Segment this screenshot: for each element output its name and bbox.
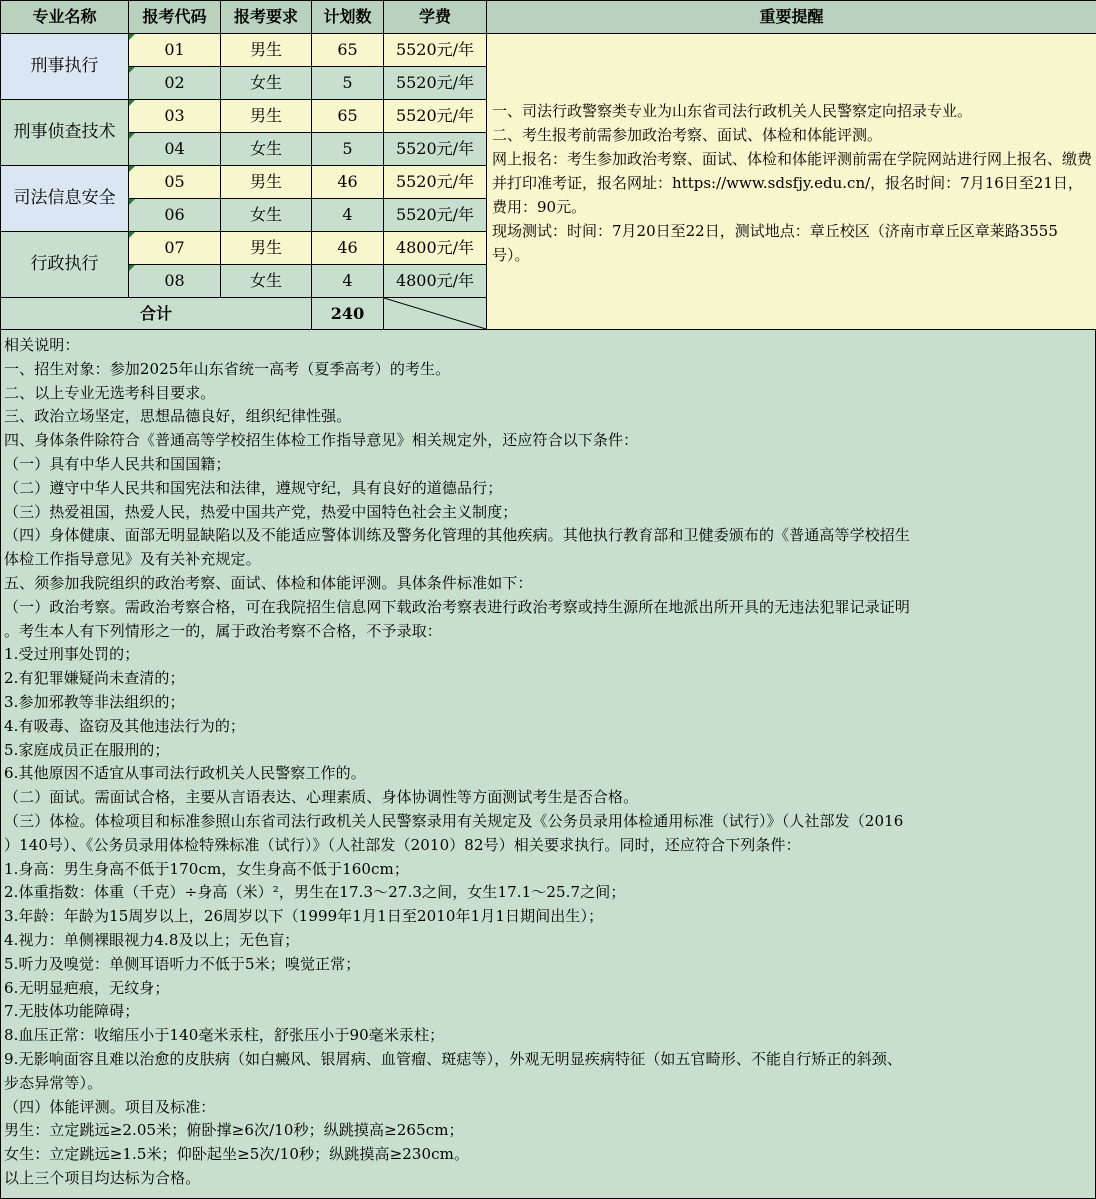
description-line: 1.受过刑事处罚的； xyxy=(4,645,140,664)
description-line: 3.参加邪教等非法组织的； xyxy=(4,692,185,711)
header-requirement[interactable]: 报考要求 xyxy=(221,1,312,34)
description-cell[interactable] xyxy=(0,330,1096,1199)
description-line: 二、以上专业无选考科目要求。 xyxy=(4,383,216,402)
tuition-cell[interactable]: 4800元/年 xyxy=(384,232,487,265)
major-name-cell[interactable]: 司法信息安全 xyxy=(1,166,129,232)
description-line: （四）体能评测。项目及标准： xyxy=(4,1097,216,1116)
description-line: 以上三个项目均达标为合格。 xyxy=(4,1168,201,1187)
plan-cell[interactable]: 46 xyxy=(312,166,384,199)
reminder-line: 网上报名：考生参加政治考察、面试、体检和体能评测前需在学院网站进行网上报名、缴费并打印准考证，报名网址：https://www.sdsfjy.edu.cn/，报名时间：7月16日至21日，费用：90元。 xyxy=(492,149,1093,216)
reminder-cell[interactable] xyxy=(487,34,1096,330)
empty-diagonal-cell[interactable] xyxy=(384,298,487,330)
description-line: （一）具有中华人民共和国国籍； xyxy=(4,454,231,473)
tuition-cell[interactable]: 5520元/年 xyxy=(384,34,487,67)
plan-cell[interactable]: 5 xyxy=(312,133,384,166)
major-name-cell[interactable]: 刑事侦查技术 xyxy=(1,100,129,166)
description-line: ）140号）、《公务员录用体检特殊标准（试行）》（人社部发（2010）82号）相关要求执行。同时，还应符合下列条件： xyxy=(4,835,801,854)
tuition-cell[interactable]: 4800元/年 xyxy=(384,265,487,298)
reminder-line: 一、司法行政警察类专业为山东省司法行政机关人民警察定向招录专业。 xyxy=(492,101,973,120)
tuition-cell[interactable]: 5520元/年 xyxy=(384,67,487,100)
code-cell[interactable]: 06 xyxy=(129,199,221,232)
code-cell[interactable]: 05 xyxy=(129,166,221,199)
description-line: （一）政治考察。需政治考察合格，可在我院招生信息网下载政治考察表进行政治考察或持生源所在地派出所开具的无违法犯罪记录证明 xyxy=(4,597,911,616)
header-plan[interactable]: 计划数 xyxy=(312,1,384,34)
plan-cell[interactable]: 4 xyxy=(312,265,384,298)
description-line: 4.有吸毒、盗窃及其他违法行为的； xyxy=(4,716,246,735)
requirement-cell[interactable]: 女生 xyxy=(221,199,312,232)
code-cell[interactable]: 08 xyxy=(129,265,221,298)
description-line: 男生：立定跳远≥2.05米；俯卧撑≥6次/10秒；纵跳摸高≥265cm； xyxy=(4,1121,464,1140)
code-cell[interactable]: 03 xyxy=(129,100,221,133)
description-line: （四）身体健康、面部无明显缺陷以及不能适应警体训练及警务化管理的其他疾病。其他执行教育部和卫健委颁布的《普通高等学校招生 xyxy=(4,526,911,545)
table-row xyxy=(1,34,1096,67)
code-cell[interactable]: 02 xyxy=(129,67,221,100)
description-line: 四、身体条件除符合《普通高等学校招生体检工作指导意见》相关规定外，还应符合以下条件： xyxy=(4,431,639,450)
code-cell[interactable]: 01 xyxy=(129,34,221,67)
header-code[interactable]: 报考代码 xyxy=(129,1,221,34)
diagonal-line xyxy=(384,298,486,329)
description-line: 一、招生对象：参加2025年山东省统一高考（夏季高考）的考生。 xyxy=(4,359,451,378)
major-name-cell[interactable]: 行政执行 xyxy=(1,232,129,298)
description-line: 5.听力及嗅觉：单侧耳语听力不低于5米；嗅觉正常； xyxy=(4,954,361,973)
tuition-cell[interactable]: 5520元/年 xyxy=(384,166,487,199)
requirement-cell[interactable]: 女生 xyxy=(221,265,312,298)
reminder-line: 二、考生报考前需参加政治考察、面试、体检和体能评测。 xyxy=(492,125,883,144)
header-reminder[interactable]: 重要提醒 xyxy=(487,1,1096,34)
header-tuition[interactable]: 学费 xyxy=(384,1,487,34)
tuition-cell[interactable]: 5520元/年 xyxy=(384,199,487,232)
total-value[interactable]: 240 xyxy=(312,298,384,330)
description-line: 相关说明： xyxy=(4,336,80,354)
description-line: 三、政治立场坚定，思想品德良好，组织纪律性强。 xyxy=(4,407,352,426)
plan-cell[interactable]: 46 xyxy=(312,232,384,265)
description-line: （二）遵守中华人民共和国宪法和法律，遵规守纪，具有良好的道德品行； xyxy=(4,478,503,497)
plan-cell[interactable]: 4 xyxy=(312,199,384,232)
description-line: 2.有犯罪嫌疑尚未查清的； xyxy=(4,669,185,688)
description-line: 8.血压正常：收缩压小于140毫米汞柱，舒张压小于90毫米汞柱； xyxy=(4,1026,445,1045)
description-line: 体检工作指导意见》及有关补充规定。 xyxy=(4,550,261,569)
description-line: 2.体重指数：体重（千克）÷身高（米）²，男生在17.3～27.3之间，女生17.1～25.7之间； xyxy=(4,883,626,902)
tuition-cell[interactable]: 5520元/年 xyxy=(384,100,487,133)
description-line: 4.视力：单侧裸眼视力4.8及以上；无色盲； xyxy=(4,930,300,949)
requirement-cell[interactable]: 男生 xyxy=(221,34,312,67)
header-row xyxy=(1,1,1096,34)
description-line: 3.年龄：年龄为15周岁以上，26周岁以下（1999年1月1日至2010年1月1日期间出生）； xyxy=(4,907,604,926)
description-line: （三）体检。体检项目和标准参照山东省司法行政机关人民警察录用有关规定及《公务员录用体检通用标准（试行）》（人社部发（2016 xyxy=(4,811,904,830)
requirement-cell[interactable]: 女生 xyxy=(221,133,312,166)
description-line: 步态异常等）。 xyxy=(4,1073,103,1092)
description-line: 女生：立定跳远≥1.5米；仰卧起坐≥5次/10秒；纵跳摸高≥230cm。 xyxy=(4,1145,470,1164)
description-line: 9.无影响面容且难以治愈的皮肤病（如白癜风、银屑病、血管瘤、斑痣等），外观无明显疾病特征（如五官畸形、不能自行矫正的斜颈、 xyxy=(4,1049,902,1068)
tuition-cell[interactable]: 5520元/年 xyxy=(384,133,487,166)
description-line: （二）面试。需面试合格，主要从言语表达、心理素质、身体协调性等方面测试考生是否合格。 xyxy=(4,788,639,807)
plan-cell[interactable]: 65 xyxy=(312,34,384,67)
description-line: （三）热爱祖国，热爱人民，热爱中国共产党，热爱中国特色社会主义制度； xyxy=(4,502,518,521)
header-major[interactable]: 专业名称 xyxy=(1,1,129,34)
requirement-cell[interactable]: 男生 xyxy=(221,166,312,199)
total-label[interactable]: 合计 xyxy=(1,298,312,330)
plan-cell[interactable]: 65 xyxy=(312,100,384,133)
description-line: 7.无肢体功能障碍； xyxy=(4,1002,140,1021)
requirement-cell[interactable]: 男生 xyxy=(221,232,312,265)
requirement-cell[interactable]: 女生 xyxy=(221,67,312,100)
description-line: 5.家庭成员正在服刑的； xyxy=(4,740,170,759)
description-line: 五、须参加我院组织的政治考察、面试、体检和体能评测。具体条件标准如下： xyxy=(4,573,533,592)
code-cell[interactable]: 07 xyxy=(129,232,221,265)
requirement-cell[interactable]: 男生 xyxy=(221,100,312,133)
plan-cell[interactable]: 5 xyxy=(312,67,384,100)
description-line: 6.其他原因不适宜从事司法行政机关人民警察工作的。 xyxy=(4,764,366,783)
description-line: 1.身高：男生身高不低于170cm，女生身高不低于160cm； xyxy=(4,859,409,878)
major-name-cell[interactable]: 刑事执行 xyxy=(1,34,129,100)
description-line: 。考生本人有下列情形之一的，属于政治考察不合格，不予录取： xyxy=(4,621,442,640)
description-line: 6.无明显疤痕，无纹身； xyxy=(4,978,170,997)
reminder-line: 现场测试：时间：7月20日至22日，测试地点：章丘校区（济南市章丘区章莱路3555号）。 xyxy=(492,221,1058,264)
code-cell[interactable]: 04 xyxy=(129,133,221,166)
enrollment-table xyxy=(0,0,1096,330)
